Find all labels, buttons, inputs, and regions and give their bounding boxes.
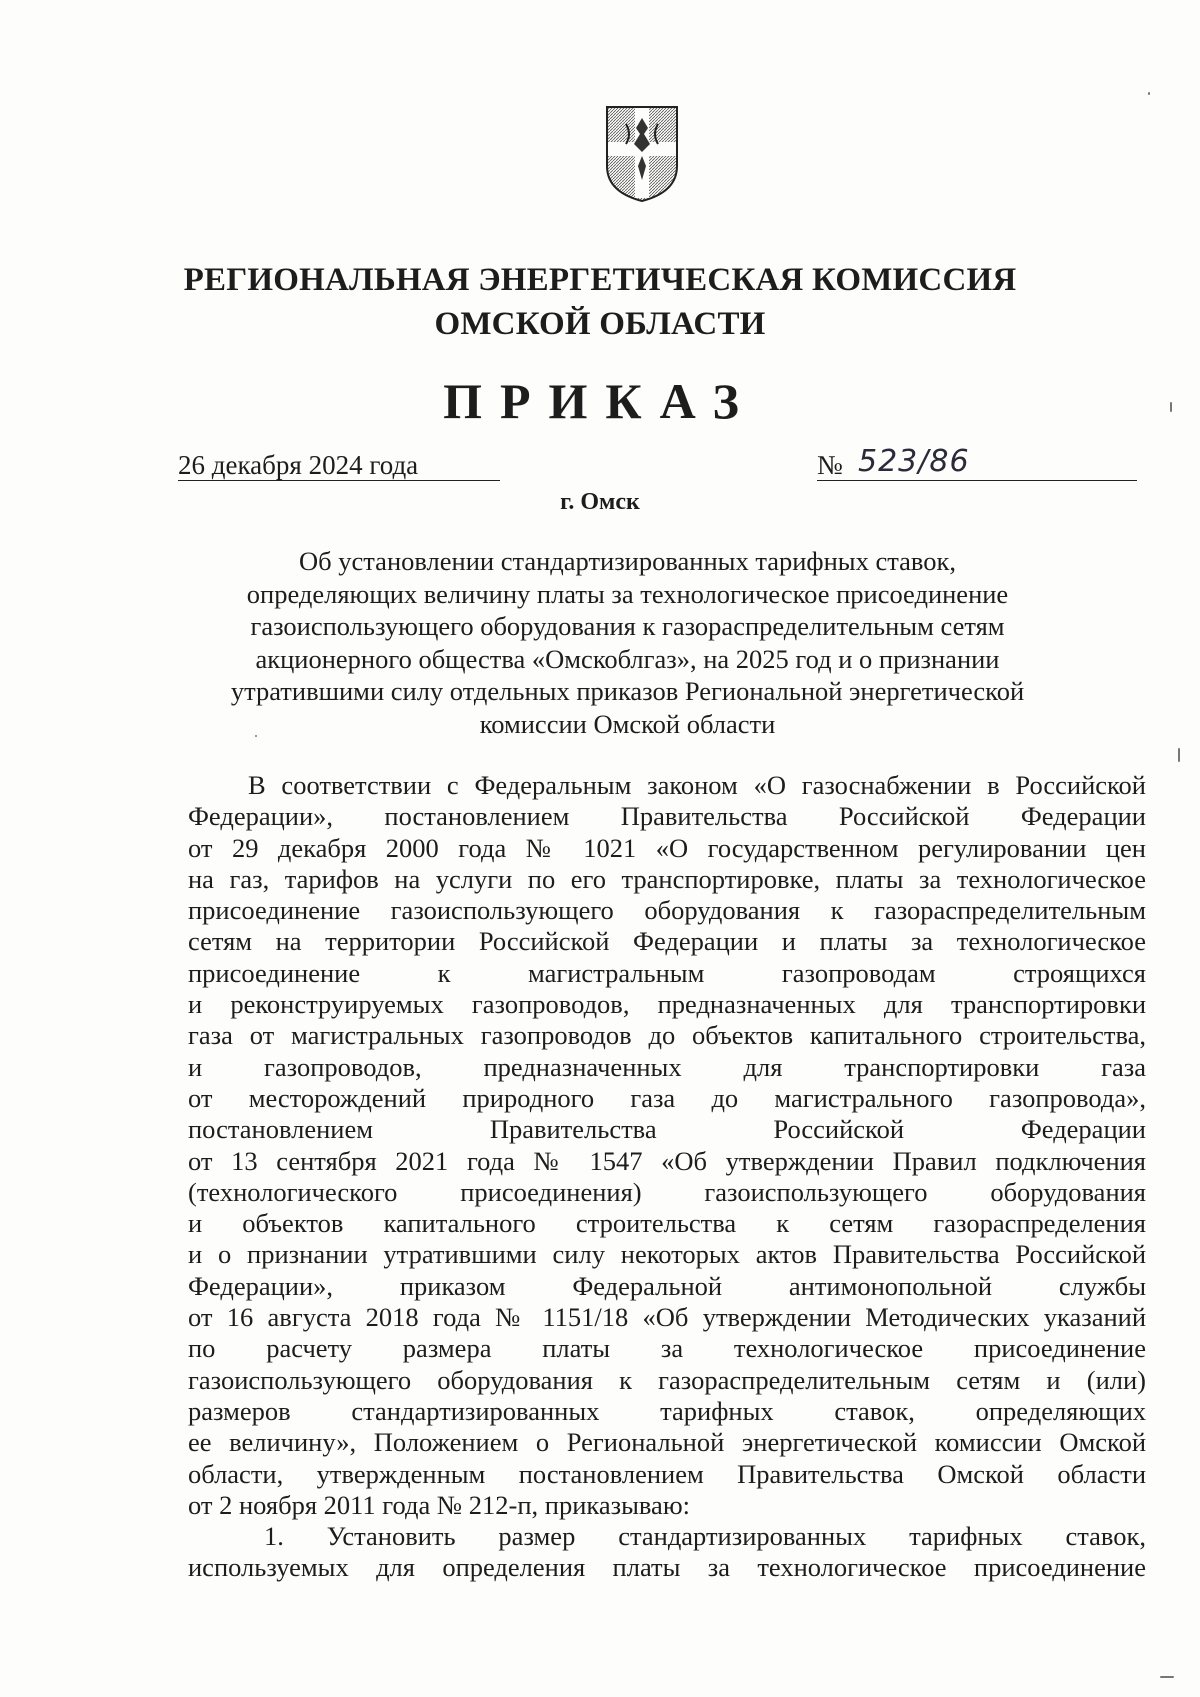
body-line: и реконструируемых газопроводов, предназначенных для транспортировки	[188, 989, 1146, 1020]
body-line: области, утвержденным постановлением Правительства Омской области	[188, 1458, 1146, 1489]
body-line: от 2 ноября 2011 года № 212-п, приказываю:	[188, 1489, 690, 1520]
title-line: определяющих величину платы за технологическое присоединение	[246, 578, 1009, 609]
body-line: газоиспользующего оборудования к газораспределительным сетям и (или)	[188, 1364, 1146, 1395]
body-line: по расчету размера платы за технологическое присоединение	[188, 1333, 1146, 1364]
number-underline	[817, 480, 1137, 481]
body-line: от 13 сентября 2021 года № 1547 «Об утверждении Правил подключения	[188, 1145, 1146, 1176]
scan-speck	[1148, 92, 1150, 95]
body-line: присоединение газоиспользующего оборудования к газораспределительным	[188, 895, 1146, 926]
city-name: г. Омск	[560, 489, 640, 515]
body-line: от 16 августа 2018 года № 1151/18 «Об утверждении Методических указаний	[188, 1302, 1146, 1333]
scan-speck	[1170, 402, 1172, 412]
body-line: и о признании утратившими силу некоторых актов Правительства Российской	[188, 1239, 1146, 1270]
scan-speck	[1178, 748, 1180, 762]
body-line: 1. Установить размер стандартизированных тарифных ставок,	[264, 1521, 1146, 1552]
body-line: газа от магистральных газопроводов до объектов капитального строительства,	[188, 1020, 1146, 1051]
body-line: на газ, тарифов на услуги по его транспортировке, платы за технологическое	[188, 863, 1146, 894]
order-number-label: №	[817, 450, 843, 480]
date-underline	[178, 480, 500, 481]
body-line: постановлением Правительства Российской Федерации	[188, 1114, 1146, 1145]
order-body	[188, 770, 1146, 1584]
title-line: акционерного общества «Омскоблгаз», на 2025 год и о признании	[255, 643, 1000, 674]
order-date: 26 декабря 2024 года	[178, 450, 419, 480]
coat-of-arms-icon	[604, 104, 680, 204]
body-line: В соответствии с Федеральным законом «О газоснабжении в Российской	[248, 770, 1146, 800]
title-line: комиссии Омской области	[479, 708, 776, 739]
body-line: используемых для определения платы за технологическое присоединение	[188, 1552, 1146, 1583]
body-line: присоединение к магистральным газопроводам строящихся	[188, 957, 1146, 988]
title-line: утратившими силу отдельных приказов Региональной энергетической	[230, 676, 1025, 706]
order-title	[160, 545, 1095, 740]
title-line: газоиспользующего оборудования к газораспределительным сетям	[250, 611, 1005, 641]
body-line: и объектов капитального строительства к сетям газораспределения	[188, 1208, 1146, 1239]
body-line: от месторождений природного газа до магистрального газопровода»,	[188, 1082, 1146, 1113]
body-line: (технологического присоединения) газоиспользующего оборудования	[188, 1176, 1146, 1207]
title-line: Об установлении стандартизированных тарифных ставок,	[299, 546, 956, 576]
order-number-handwritten: 523/86	[858, 444, 970, 479]
body-line: ее величину», Положением о Региональной энергетической комиссии Омской	[188, 1427, 1146, 1458]
body-line: и газопроводов, предназначенных для транспортировки газа	[188, 1051, 1146, 1082]
organization-name-line2: ОМСКОЙ ОБЛАСТИ	[434, 306, 766, 342]
body-line: размеров стандартизированных тарифных ставок, определяющих	[188, 1395, 1146, 1426]
scan-speck	[1160, 1676, 1174, 1678]
body-line: от 29 декабря 2000 года № 1021 «О государственном регулировании цен	[188, 832, 1146, 863]
document-type-heading: ПРИКАЗ	[443, 373, 757, 429]
scan-speck	[255, 735, 257, 737]
body-line: Федерации», постановлением Правительства Российской Федерации	[188, 801, 1146, 832]
organization-name-line1: РЕГИОНАЛЬНАЯ ЭНЕРГЕТИЧЕСКАЯ КОМИССИЯ	[183, 262, 1017, 298]
body-line: сетям на территории Российской Федерации и платы за технологическое	[188, 926, 1146, 957]
body-line: Федерации», приказом Федеральной антимонопольной службы	[188, 1270, 1146, 1301]
